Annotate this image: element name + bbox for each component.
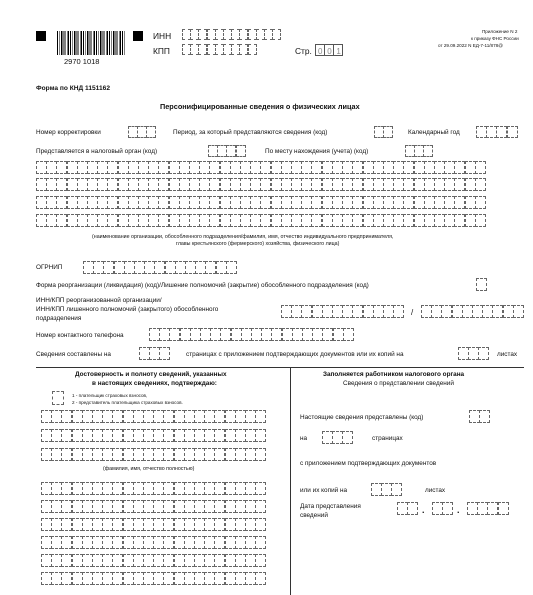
page-digit-1: 0 bbox=[318, 47, 323, 56]
entry-cell[interactable] bbox=[236, 145, 246, 157]
period-label: Период, за который представляются сведения (код) bbox=[173, 129, 328, 136]
confirm-heading-line-1: Достоверность и полноту сведений, указанных bbox=[75, 371, 227, 378]
date-separator-2: . bbox=[457, 505, 460, 515]
page-label: Стр. bbox=[295, 46, 312, 56]
phone-cells[interactable] bbox=[149, 328, 353, 341]
confirm-heading-line-2: в настоящих сведениях, подтверждаю: bbox=[92, 380, 217, 387]
representative-row-4[interactable] bbox=[41, 536, 265, 549]
ogrnip-cells[interactable] bbox=[83, 261, 236, 274]
entry-cell[interactable] bbox=[507, 126, 518, 138]
calendar-year-cells[interactable] bbox=[476, 126, 517, 138]
barcode bbox=[57, 31, 125, 55]
location-code-cells[interactable] bbox=[405, 145, 433, 157]
entry-cell[interactable] bbox=[255, 518, 266, 531]
representative-row-3[interactable] bbox=[41, 518, 265, 531]
reorg-inn-label-1: ИНН/КПП реорганизованной организации/ bbox=[36, 297, 162, 304]
inn-label: ИНН bbox=[153, 31, 172, 41]
org-name-row-4[interactable] bbox=[36, 214, 485, 227]
entry-cell[interactable] bbox=[393, 305, 404, 318]
kpp-label: КПП bbox=[153, 46, 170, 56]
signer-option-2: 2 - представитель плательщика страховых взносов. bbox=[72, 400, 183, 405]
entry-cell[interactable] bbox=[248, 44, 257, 55]
entry-cell[interactable] bbox=[391, 483, 402, 496]
knd-code: Форма по КНД 1151162 bbox=[36, 85, 110, 92]
attachment-label: с приложением подтверждающих документов bbox=[300, 460, 437, 467]
section-separator bbox=[36, 367, 524, 368]
pages-prefix-label: Сведения составлены на bbox=[36, 351, 111, 358]
entry-cell[interactable] bbox=[479, 410, 490, 423]
entry-cell[interactable] bbox=[342, 431, 353, 444]
representative-row-2[interactable] bbox=[41, 500, 265, 513]
appendix-line-3: от 29.09.2022 N ЕД-7-11/878@ bbox=[438, 43, 503, 48]
org-caption-line-2: главы крестьянского (фермерского) хозяйства, физического лица) bbox=[176, 241, 340, 247]
corner-marker-right bbox=[133, 31, 143, 41]
full-name-row-1[interactable] bbox=[41, 410, 265, 423]
entry-cell[interactable] bbox=[255, 500, 266, 513]
org-name-row-1[interactable] bbox=[36, 161, 485, 174]
signer-option-1: 1 - плательщик страховых взносов, bbox=[72, 393, 148, 398]
page-digit-2: 0 bbox=[327, 47, 332, 56]
full-name-caption: (фамилия, имя, отчество полностью) bbox=[103, 466, 195, 472]
org-caption-line-1: (наименование организации, обособленного подразделения/фамилия, имя, отчество индивидуального предпринимателя, bbox=[92, 234, 394, 240]
entry-cell[interactable] bbox=[475, 161, 486, 174]
tax-office-label: Представляется в налоговый орган (код) bbox=[36, 148, 158, 155]
tax-office-block-heading: Заполняется работником налогового органа bbox=[323, 371, 465, 378]
entry-cell[interactable] bbox=[272, 29, 281, 40]
reorg-form-cell[interactable] bbox=[476, 278, 486, 291]
entry-cell[interactable] bbox=[513, 305, 524, 318]
reorg-inn-label-2: ИНН/КПП лишенного полномочий (закрытого) обособленного bbox=[36, 306, 219, 313]
reorg-inn-cells[interactable] bbox=[281, 305, 403, 318]
entry-cell[interactable] bbox=[423, 145, 433, 157]
entry-cell[interactable] bbox=[52, 391, 64, 405]
submitted-code-label: Настоящие сведения представлены (код) bbox=[300, 414, 424, 421]
correction-number-cells[interactable] bbox=[128, 126, 156, 138]
entry-cell[interactable] bbox=[475, 178, 486, 191]
entry-cell[interactable] bbox=[146, 126, 156, 138]
page-digit-3: 1 bbox=[336, 47, 341, 56]
signer-type-cell[interactable] bbox=[52, 391, 63, 405]
appendix-line-2: к приказу ФНС России bbox=[471, 36, 519, 41]
ogrnip-label: ОГРНИП bbox=[36, 264, 63, 271]
sheets-count-cells[interactable] bbox=[458, 347, 489, 360]
org-name-row-2[interactable] bbox=[36, 178, 485, 191]
date-label-line-2: сведений bbox=[300, 512, 328, 519]
entry-cell[interactable] bbox=[255, 554, 266, 567]
entry-cell[interactable] bbox=[255, 410, 266, 423]
appendix-line-1: Приложение N 2 bbox=[482, 29, 518, 34]
inn-cells[interactable] bbox=[182, 29, 280, 40]
date-label-line-1: Дата представления bbox=[300, 503, 361, 510]
entry-cell[interactable] bbox=[478, 347, 489, 360]
date-month-cells[interactable] bbox=[432, 502, 452, 515]
pages-label: страницах bbox=[372, 435, 403, 442]
org-name-row-3[interactable] bbox=[36, 196, 485, 209]
column-separator bbox=[290, 367, 291, 595]
full-name-row-2[interactable] bbox=[41, 429, 265, 442]
correction-number-label: Номер корректировки bbox=[36, 129, 101, 136]
reorg-kpp-cells[interactable] bbox=[421, 305, 523, 318]
sheets-label: листах bbox=[425, 487, 446, 494]
barcode-number: 2970 1018 bbox=[64, 57, 100, 66]
representative-row-1[interactable] bbox=[41, 482, 265, 495]
entry-cell[interactable] bbox=[255, 572, 266, 585]
reorg-form-label: Форма реорганизации (ликвидация) (код)/Лишение полномочий (закрытие) обособленного подразделения (код) bbox=[36, 282, 369, 289]
page-number-cells[interactable] bbox=[315, 44, 343, 56]
tax-office-cells[interactable] bbox=[208, 145, 245, 157]
location-label: По месту нахождения (учета) (код) bbox=[265, 148, 369, 155]
representative-row-6[interactable] bbox=[41, 572, 265, 585]
entry-cell[interactable] bbox=[475, 196, 486, 209]
pages-suffix-label: листах bbox=[497, 351, 518, 358]
entry-cell[interactable] bbox=[476, 278, 487, 291]
entry-cell[interactable] bbox=[255, 448, 266, 461]
submitted-pages-cells[interactable] bbox=[322, 431, 353, 444]
entry-cell[interactable] bbox=[255, 429, 266, 442]
phone-label: Номер контактного телефона bbox=[36, 332, 124, 339]
entry-cell[interactable] bbox=[475, 214, 486, 227]
entry-cell[interactable] bbox=[498, 502, 509, 515]
copies-label: или их копий на bbox=[300, 487, 348, 494]
representative-row-5[interactable] bbox=[41, 554, 265, 567]
form-title: Персонифицированные сведения о физических лицах bbox=[160, 102, 360, 111]
entry-cell[interactable] bbox=[407, 502, 418, 515]
reorg-slash: / bbox=[411, 308, 414, 317]
reorg-inn-label-3: подразделения bbox=[36, 315, 82, 322]
entry-cell[interactable] bbox=[255, 482, 266, 495]
entry-cell[interactable] bbox=[442, 502, 453, 515]
entry-cell[interactable] bbox=[343, 328, 354, 341]
date-year-cells[interactable] bbox=[467, 502, 508, 515]
on-label: на bbox=[300, 435, 308, 442]
entry-cell[interactable] bbox=[226, 261, 237, 274]
pages-count-cells[interactable] bbox=[139, 347, 170, 360]
kpp-cells[interactable] bbox=[182, 44, 256, 55]
entry-cell[interactable] bbox=[255, 536, 266, 549]
entry-cell[interactable] bbox=[159, 347, 170, 360]
tax-office-block-subheading: Сведения о представлении сведений bbox=[343, 380, 454, 387]
full-name-row-3[interactable] bbox=[41, 448, 265, 461]
entry-cell[interactable] bbox=[333, 44, 343, 56]
entry-cell[interactable] bbox=[383, 126, 393, 138]
date-separator-1: . bbox=[422, 505, 425, 515]
corner-marker-left bbox=[36, 31, 46, 41]
calendar-year-label: Календарный год bbox=[408, 129, 460, 136]
date-day-cells[interactable] bbox=[397, 502, 417, 515]
pages-middle-label: страницах с приложением подтверждающих документов или их копий на bbox=[186, 351, 404, 358]
submitted-code-cells[interactable] bbox=[469, 410, 489, 423]
copies-count-cells[interactable] bbox=[371, 483, 402, 496]
period-code-cells[interactable] bbox=[374, 126, 392, 138]
